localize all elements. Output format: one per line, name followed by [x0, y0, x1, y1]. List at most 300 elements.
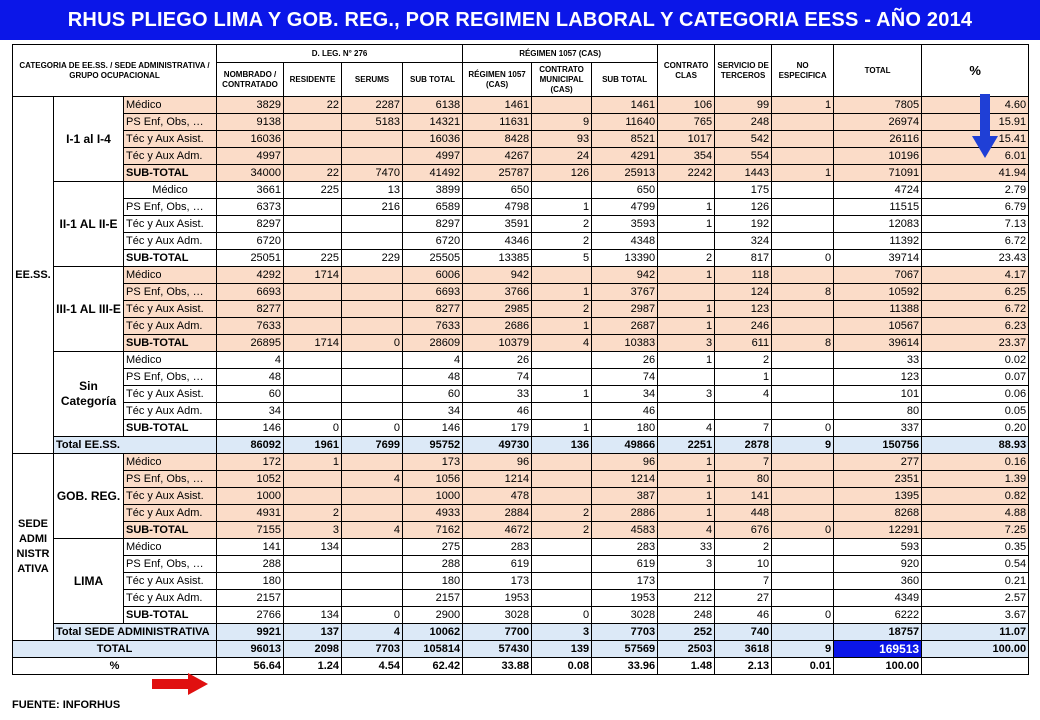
cell-value: 86092 [217, 437, 284, 454]
cell-value: 46 [592, 403, 658, 420]
cell-value: 7155 [217, 522, 284, 539]
cell-value [532, 556, 592, 573]
cell-value [342, 488, 403, 505]
cell-value [284, 386, 342, 403]
cell-value: 26974 [834, 114, 922, 131]
cell-value: 34 [217, 403, 284, 420]
cell-value [342, 573, 403, 590]
table-row [13, 369, 1029, 386]
cell-value [772, 301, 834, 318]
cell-value: 7.25 [922, 522, 1029, 539]
cell-value [772, 199, 834, 216]
cell-value: 24 [532, 148, 592, 165]
table-row [13, 403, 1029, 420]
cell-value: 11392 [834, 233, 922, 250]
cell-value: 141 [217, 539, 284, 556]
cell-value: 4798 [463, 199, 532, 216]
table-row [13, 556, 1029, 573]
cell-value: 6693 [217, 284, 284, 301]
cell-value: 2886 [592, 505, 658, 522]
cell-value [342, 131, 403, 148]
cell-value: 8428 [463, 131, 532, 148]
row-label: Téc y Aux Adm. [124, 403, 217, 420]
cell-value [284, 556, 342, 573]
row-label: Téc y Aux Asist. [124, 131, 217, 148]
cell-value: 0 [772, 250, 834, 267]
cell-value: 8 [772, 335, 834, 352]
cell-value: 96 [463, 454, 532, 471]
cell-value: 942 [592, 267, 658, 284]
table-row [13, 165, 1029, 182]
table-row [13, 216, 1029, 233]
cell-value: 3661 [217, 182, 284, 199]
cell-value: 1 [658, 471, 715, 488]
cell-value: 2 [532, 301, 592, 318]
cell-value: 7.13 [922, 216, 1029, 233]
cell-value: 212 [658, 590, 715, 607]
cell-value: 2 [532, 505, 592, 522]
cell-value: 71091 [834, 165, 922, 182]
cell-value: 2287 [342, 97, 403, 114]
cell-value: 0.07 [922, 369, 1029, 386]
cell-value [342, 318, 403, 335]
cell-value: 136 [532, 437, 592, 454]
cell-value: 33.96 [592, 658, 658, 675]
cell-value: 920 [834, 556, 922, 573]
cell-value: 4.60 [922, 97, 1029, 114]
cell-value: 2 [532, 522, 592, 539]
cell-value: 126 [532, 165, 592, 182]
cell-value: 192 [715, 216, 772, 233]
header-clas: CONTRATO CLAS [658, 45, 715, 97]
cell-value: 9 [772, 437, 834, 454]
cell-value: 1.39 [922, 471, 1029, 488]
cell-value: 0.02 [922, 352, 1029, 369]
cell-value: 0 [772, 420, 834, 437]
cell-value [284, 369, 342, 386]
subgroup-label: III-1 AL III-E [54, 267, 124, 352]
cell-value: 15.41 [922, 131, 1029, 148]
cell-value [772, 505, 834, 522]
table-row [13, 454, 1029, 471]
cell-value: 139 [532, 641, 592, 658]
cell-value: 134 [284, 539, 342, 556]
table-row [13, 607, 1029, 624]
cell-value: 4933 [403, 505, 463, 522]
cell-value: 25913 [592, 165, 658, 182]
cell-value: 2.79 [922, 182, 1029, 199]
cell-value: 8277 [403, 301, 463, 318]
cell-value: 3028 [592, 607, 658, 624]
cell-value: 1 [658, 488, 715, 505]
cell-value [772, 386, 834, 403]
cell-value: 12291 [834, 522, 922, 539]
cell-value [532, 403, 592, 420]
table-row [13, 352, 1029, 369]
cell-value [284, 573, 342, 590]
cell-value: 252 [658, 624, 715, 641]
cell-value: 4997 [403, 148, 463, 165]
cell-value: 0.08 [532, 658, 592, 675]
row-label: Médico [124, 182, 217, 199]
cell-value [922, 658, 1029, 675]
cell-value: 0.06 [922, 386, 1029, 403]
cell-value: 100.00 [834, 658, 922, 675]
cell-value [342, 284, 403, 301]
cell-value: 2686 [463, 318, 532, 335]
cell-value: 275 [403, 539, 463, 556]
cell-value: 0 [772, 522, 834, 539]
cell-value: 4 [715, 386, 772, 403]
cell-value: 288 [403, 556, 463, 573]
cell-value: 1961 [284, 437, 342, 454]
header-percent: % [922, 45, 1029, 97]
header-cas: RÉGIMEN 1057 (CAS) [463, 45, 658, 63]
cell-value [342, 148, 403, 165]
row-label: Médico [124, 539, 217, 556]
cell-value: 7 [715, 420, 772, 437]
cell-value: 6.72 [922, 301, 1029, 318]
cell-value: 2 [715, 352, 772, 369]
cell-value: 2687 [592, 318, 658, 335]
cell-value [772, 267, 834, 284]
cell-value: 11640 [592, 114, 658, 131]
cell-value: 1461 [592, 97, 658, 114]
cell-value [658, 182, 715, 199]
cell-value: 554 [715, 148, 772, 165]
cell-value: 3.67 [922, 607, 1029, 624]
cell-value [342, 539, 403, 556]
cell-value [772, 182, 834, 199]
cell-value: 6693 [403, 284, 463, 301]
cell-value: 62.42 [403, 658, 463, 675]
cell-value: 10379 [463, 335, 532, 352]
row-label: PS Enf, Obs, … [124, 556, 217, 573]
cell-value: 2987 [592, 301, 658, 318]
cell-value: 95752 [403, 437, 463, 454]
cell-value: 6.79 [922, 199, 1029, 216]
cell-value: 1443 [715, 165, 772, 182]
cell-value: 123 [715, 301, 772, 318]
subgroup-label: GOB. REG. [54, 454, 124, 539]
row-label: Médico [124, 454, 217, 471]
row-label: SUB-TOTAL [124, 522, 217, 539]
cell-value: 6222 [834, 607, 922, 624]
cell-value: 1 [715, 369, 772, 386]
table-row [13, 182, 1029, 199]
cell-value [284, 199, 342, 216]
cell-value: 2766 [217, 607, 284, 624]
cell-value: 4.17 [922, 267, 1029, 284]
table-row [13, 624, 1029, 641]
row-label: Médico [124, 267, 217, 284]
cell-value: 26116 [834, 131, 922, 148]
cell-value: 2157 [217, 590, 284, 607]
cell-value: 4348 [592, 233, 658, 250]
cell-value [342, 233, 403, 250]
cell-value: 5183 [342, 114, 403, 131]
cell-value: 11.07 [922, 624, 1029, 641]
cell-value: 2878 [715, 437, 772, 454]
subgroup-label: LIMA [54, 539, 124, 624]
cell-value: 3 [532, 624, 592, 641]
cell-value: 0 [342, 335, 403, 352]
cell-value: 8521 [592, 131, 658, 148]
cell-value: 6.23 [922, 318, 1029, 335]
cell-value: 134 [284, 607, 342, 624]
cell-value: 1 [658, 352, 715, 369]
cell-value: 288 [217, 556, 284, 573]
table-row [13, 97, 1029, 114]
cell-value: 4 [403, 352, 463, 369]
cell-value [772, 471, 834, 488]
cell-value [772, 318, 834, 335]
cell-value: 2 [715, 539, 772, 556]
cell-value: 57430 [463, 641, 532, 658]
cell-value: 4 [217, 352, 284, 369]
cell-value: 9921 [217, 624, 284, 641]
cell-value [284, 318, 342, 335]
cell-value: 169513 [834, 641, 922, 658]
cell-value [342, 301, 403, 318]
cell-value: 542 [715, 131, 772, 148]
table-row [13, 641, 1029, 658]
cell-value: 3593 [592, 216, 658, 233]
cell-value [772, 216, 834, 233]
table-row [13, 420, 1029, 437]
cell-value: 3829 [217, 97, 284, 114]
cell-value: 11515 [834, 199, 922, 216]
cell-value: 1.48 [658, 658, 715, 675]
cell-value: 10592 [834, 284, 922, 301]
cell-value: 1 [658, 199, 715, 216]
cell-value: 6720 [217, 233, 284, 250]
cell-value: 173 [463, 573, 532, 590]
row-label: Médico [124, 352, 217, 369]
cell-value: 283 [463, 539, 532, 556]
cell-value: 7633 [403, 318, 463, 335]
cell-value: 96 [592, 454, 658, 471]
cell-value: 26 [463, 352, 532, 369]
cell-value: 46 [715, 607, 772, 624]
cell-value: 4 [342, 522, 403, 539]
cell-value [342, 454, 403, 471]
cell-value: 137 [284, 624, 342, 641]
cell-value: 4346 [463, 233, 532, 250]
cell-value: 22 [284, 97, 342, 114]
table-row [13, 488, 1029, 505]
cell-value: 3618 [715, 641, 772, 658]
cell-value: 7 [715, 573, 772, 590]
cell-value: 7470 [342, 165, 403, 182]
table-row [13, 148, 1029, 165]
cell-value: 4724 [834, 182, 922, 199]
cell-value: 337 [834, 420, 922, 437]
cell-value: 2157 [403, 590, 463, 607]
table-row [13, 573, 1029, 590]
cell-value: 3 [658, 335, 715, 352]
cell-value [772, 114, 834, 131]
table-row [13, 505, 1029, 522]
cell-value: 0 [342, 420, 403, 437]
cell-value: 8297 [217, 216, 284, 233]
cell-value [342, 386, 403, 403]
cell-value: 173 [403, 454, 463, 471]
cell-value: 2900 [403, 607, 463, 624]
table-row [13, 284, 1029, 301]
cell-value: 225 [284, 250, 342, 267]
cell-value: 4672 [463, 522, 532, 539]
cell-value: 34000 [217, 165, 284, 182]
cell-value [284, 352, 342, 369]
cell-value [532, 267, 592, 284]
cell-value: 6006 [403, 267, 463, 284]
cell-value [772, 454, 834, 471]
table-row [13, 267, 1029, 284]
cell-value: 387 [592, 488, 658, 505]
cell-value: 1052 [217, 471, 284, 488]
cell-value [772, 488, 834, 505]
cell-value: 13385 [463, 250, 532, 267]
cell-value: 2 [532, 216, 592, 233]
header-regimen-1057: RÉGIMEN 1057 (CAS) [463, 63, 532, 97]
cell-value: 1 [532, 318, 592, 335]
cell-value: 1 [658, 318, 715, 335]
cell-value: 7703 [342, 641, 403, 658]
row-label: Téc y Aux Adm. [124, 233, 217, 250]
cell-value: 1056 [403, 471, 463, 488]
row-label: Téc y Aux Adm. [124, 318, 217, 335]
table-row [13, 590, 1029, 607]
cell-value: 22 [284, 165, 342, 182]
cell-value: 25787 [463, 165, 532, 182]
cell-value: 1000 [403, 488, 463, 505]
row-label: Téc y Aux Adm. [124, 590, 217, 607]
cell-value: 180 [592, 420, 658, 437]
cell-value: 1461 [463, 97, 532, 114]
data-table [12, 44, 1029, 675]
row-label: PS Enf, Obs, … [124, 114, 217, 131]
cell-value: 2098 [284, 641, 342, 658]
table-row [13, 539, 1029, 556]
cell-value: 2351 [834, 471, 922, 488]
cell-value: 99 [715, 97, 772, 114]
cell-value: 1 [658, 454, 715, 471]
header-nombrado: NOMBRADO / CONTRATADO [217, 63, 284, 97]
cell-value: 3 [658, 386, 715, 403]
cell-value [284, 216, 342, 233]
cell-value: 33.88 [463, 658, 532, 675]
cell-value: 33 [658, 539, 715, 556]
table-row [13, 233, 1029, 250]
row-label: Téc y Aux Asist. [124, 573, 217, 590]
table-row [13, 114, 1029, 131]
cell-value: 7699 [342, 437, 403, 454]
cell-value: 619 [463, 556, 532, 573]
cell-value [772, 403, 834, 420]
cell-value: 101 [834, 386, 922, 403]
cell-value: 676 [715, 522, 772, 539]
cell-value: 4931 [217, 505, 284, 522]
cell-value [772, 556, 834, 573]
subgroup-label: II-1 AL II-E [54, 182, 124, 267]
cell-value: 7633 [217, 318, 284, 335]
cell-value: 49866 [592, 437, 658, 454]
cell-value: 13390 [592, 250, 658, 267]
cell-value: 0.05 [922, 403, 1029, 420]
cell-value: 324 [715, 233, 772, 250]
row-label: Téc y Aux Adm. [124, 148, 217, 165]
cell-value [284, 471, 342, 488]
cell-value: 1 [772, 165, 834, 182]
cell-value: 0.82 [922, 488, 1029, 505]
row-label: PS Enf, Obs, … [124, 369, 217, 386]
cell-value: 216 [342, 199, 403, 216]
cell-value: 4292 [217, 267, 284, 284]
cell-value: 10567 [834, 318, 922, 335]
cell-value: 180 [403, 573, 463, 590]
cell-value: 88.93 [922, 437, 1029, 454]
cell-value: 740 [715, 624, 772, 641]
cell-value: 118 [715, 267, 772, 284]
header-serums: SERUMS [342, 63, 403, 97]
row-label: PS Enf, Obs, … [124, 284, 217, 301]
cell-value: 39614 [834, 335, 922, 352]
cell-value [342, 352, 403, 369]
cell-value: 80 [834, 403, 922, 420]
table-row [13, 658, 1029, 675]
cell-value: 611 [715, 335, 772, 352]
cell-value: 10383 [592, 335, 658, 352]
cell-value: 126 [715, 199, 772, 216]
cell-value: 0.21 [922, 573, 1029, 590]
cell-value: 1953 [592, 590, 658, 607]
cell-value: 4291 [592, 148, 658, 165]
cell-value: 1214 [592, 471, 658, 488]
cell-value: 2503 [658, 641, 715, 658]
cell-value: 2985 [463, 301, 532, 318]
cell-value: 13 [342, 182, 403, 199]
cell-value: 4997 [217, 148, 284, 165]
cell-value: 1 [532, 420, 592, 437]
cell-value: 1953 [463, 590, 532, 607]
cell-value: 16036 [217, 131, 284, 148]
table-row [13, 386, 1029, 403]
cell-value: 74 [463, 369, 532, 386]
cell-value [342, 556, 403, 573]
cell-value: 26895 [217, 335, 284, 352]
cell-value: 3899 [403, 182, 463, 199]
cell-value [772, 573, 834, 590]
group-label-sede: SEDE ADMI NISTR ATIVA [13, 454, 54, 641]
table-row [13, 301, 1029, 318]
row-label: SUB-TOTAL [124, 335, 217, 352]
cell-value: 146 [403, 420, 463, 437]
cell-value: 0.16 [922, 454, 1029, 471]
cell-value: 2.13 [715, 658, 772, 675]
row-label: Téc y Aux Adm. [124, 505, 217, 522]
cell-value: 7 [715, 454, 772, 471]
cell-value: 283 [592, 539, 658, 556]
cell-value: 3766 [463, 284, 532, 301]
cell-value: 146 [217, 420, 284, 437]
cell-value [532, 590, 592, 607]
cell-value: 48 [403, 369, 463, 386]
cell-value: 11388 [834, 301, 922, 318]
cell-value: 248 [715, 114, 772, 131]
cell-value: 354 [658, 148, 715, 165]
subgroup-label: I-1 al I-4 [54, 97, 124, 182]
